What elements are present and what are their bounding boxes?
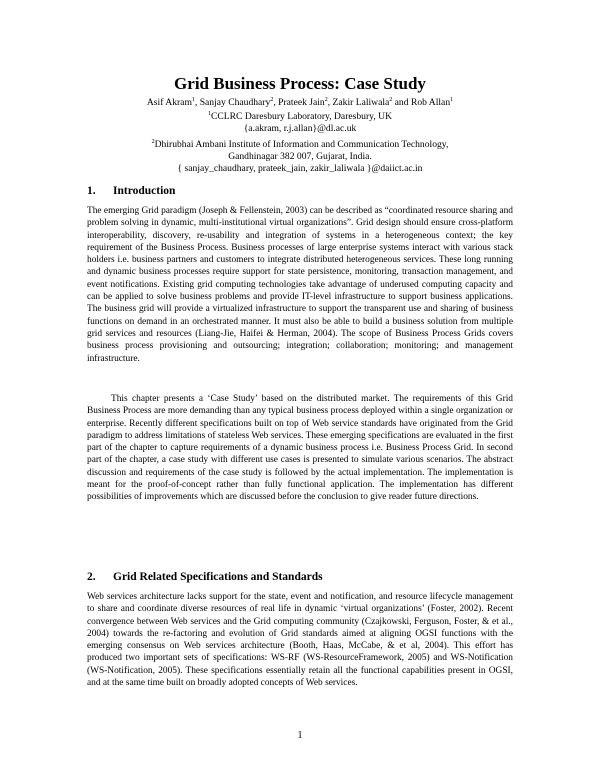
author-list: Asif Akram$^1$, Sanjay Chaudhary$^2$, Prateek Jain$^2$, Zakir Laliwala$^2$ and Rob Allan$^1$ [146, 96, 454, 108]
section-number: 1. [87, 185, 96, 197]
section-number: 2. [87, 571, 96, 583]
section-heading [87, 570, 323, 584]
author-name: Asif Akram [146, 97, 192, 108]
author-name: Prateek Jain [278, 97, 325, 108]
section-title: Introduction [113, 185, 176, 197]
affiliation-1 [0, 111, 600, 123]
affiliation-marker: 2 [151, 138, 155, 145]
author-conjunction: and [394, 97, 409, 108]
author-name: Rob Allan [410, 97, 451, 108]
intro-paragraph-2: This chapter presents a ‘Case Study’ based on the distributed market. The requirements of this Grid Business Process are more demanding than any typical business process deployed within a single organization or enterprise. Recently different specifications built on top of Web service standards have originated from the Grid paradigm to address limitations of stateless Web services. These emerging specifications are evaluated in the first part of the chapter to capture requirements of a dynamic business process i.e. Business Process Grid. In second part of the chapter, a case study with different use cases is presented to simulate various scenarios. The abstract discussion and requirements of the case study is followed by the actual implementation. The implementation is meant for the proof-of-concept rather than fully functional application. The implementation has different possibilities of improvements which are discussed before the conclusion to give reader future directions. [87, 394, 513, 503]
author-affiliation-marker: 2 [270, 96, 274, 103]
section-title: Grid Related Specifications and Standards [113, 571, 323, 583]
affiliation-2-city: Gandhinagar 382 007, Gujarat, India. [228, 151, 372, 162]
affiliation-name: CCLRC Daresbury Laboratory, Daresbury, UK [211, 111, 392, 122]
author-affiliation-marker: 2 [389, 96, 393, 103]
author-affiliation-marker: 2 [324, 96, 328, 103]
affiliation-marker: 1 [208, 110, 211, 117]
author-name: Zakir Laliwala [332, 97, 390, 108]
affiliation-name: Dhirubhai Ambani Institute of Information and Communication Technology, [154, 139, 449, 150]
paper-title: Grid Business Process: Case Study [174, 74, 426, 93]
author-name: Sanjay Chaudhary [199, 97, 271, 108]
section2-paragraph-1: Web services architecture lacks support for the state, event and notification, and resource lifecycle management to share and coordinate diverse resources of real life in dynamic ‘virtual organizations’ (Foster, 2002). Recent convergence between Web services and the Grid computing community (Czajkowski, Ferguson, Foster, & et al., 2004) towards the re-factoring and evolution of Grid standards aimed at aligning OGSI functions with the emerging consensus on Web services architecture (Booth, Haas, McCabe, & et al, 2004). This effort has produced two important sets of specifications: WS-RF (WS-ResourceFramework, 2005) and WS-Notification (WS-Notification, 2005). These specifications essentially retain all the functional capabilities present in OGSI, and at the same time built on broadly adopted concepts of Web services. [87, 592, 513, 689]
page-number: 1 [297, 730, 303, 741]
affiliation-1-email: {a.akram, r.j.allan}@dl.ac.uk [243, 123, 357, 134]
affiliation-2-email: { sanjay_chaudhary, prateek_jain, zakir_laliwala }@daiict.ac.in [177, 163, 423, 174]
author-affiliation-marker: 1 [191, 96, 195, 103]
intro-paragraph-1: The emerging Grid paradigm (Joseph & Fellenstein, 2003) can be described as “coordinated resource sharing and problem solving in dynamic, multi-institutional virtual organizations”. Grid design should ensure cross-platform interoperability, discovery, re-usability and integration of systems in a heterogeneous context; the key requirement of the Business Process. Business processes of large enterprise systems interact with various stack holders i.e. business partners and customers to integrate distributed heterogeneous services. These long running and dynamic business processes require support for state persistence, monitoring, transaction management, and event notifications. Existing grid computing technologies take advantage of underused computing capacity and can be applied to solve business problems and provide IT-level infrastructure to support business applications. The business grid will provide a virtualized infrastructure to support the transparent use and sharing of business functions on demand in an orchestrated manner. It must also be able to build a business solution from multiple grid services and resources (Liang-Jie, Haifei & Herman, 2004). The scope of Business Process Grids covers business process provisioning and outsourcing; integration; collaboration; monitoring; and management infrastructure. [87, 206, 513, 364]
author-affiliation-marker: 1 [450, 96, 454, 103]
section-heading [87, 184, 175, 198]
affiliation-2 [0, 139, 600, 151]
